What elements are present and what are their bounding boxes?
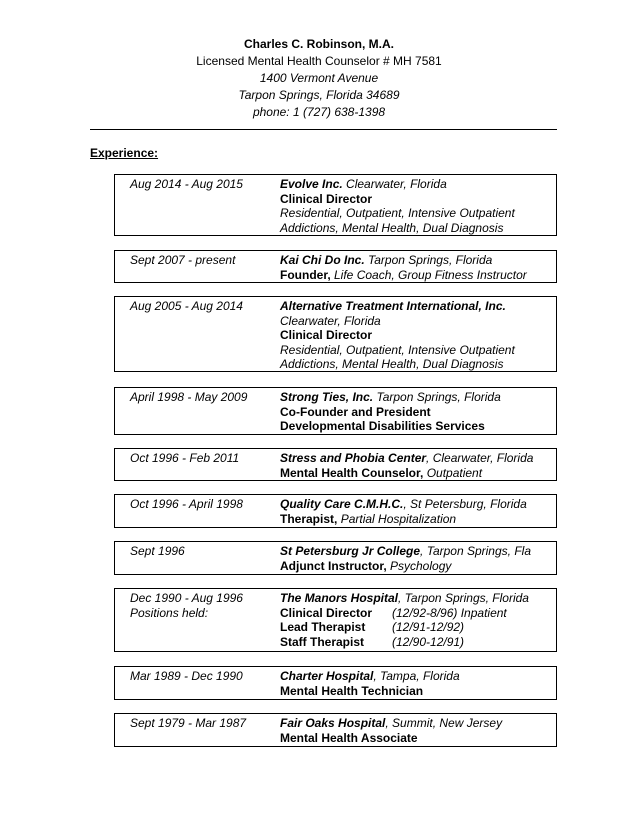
phone-number: phone: 1 (727) 638-1398	[252, 105, 386, 119]
entry-date: Aug 2014 - Aug 2015	[130, 177, 243, 191]
experience-entry	[114, 494, 557, 528]
experience-entry	[114, 296, 557, 372]
entry-location: , Tarpon Springs, Fla	[420, 544, 531, 558]
experience-entry	[114, 250, 557, 283]
experience-entry	[114, 174, 557, 236]
entry-location: Tarpon Springs, Florida	[364, 253, 493, 267]
entry-location: , Summit, New Jersey	[385, 716, 503, 730]
section-title-experience: Experience:	[90, 146, 159, 160]
entry-description: Residential, Outpatient, Intensive Outpatient	[280, 206, 515, 220]
entry-date: Sept 2007 - present	[130, 253, 236, 267]
entry-location: Clearwater, Florida	[280, 313, 381, 328]
entry-details	[280, 591, 529, 649]
experience-entry	[114, 713, 557, 747]
entry-date: Sept 1996	[130, 544, 185, 558]
entry-title-detail: Psychology	[386, 558, 452, 573]
entry-date: Sept 1979 - Mar 1987	[130, 716, 247, 730]
position-row	[280, 606, 529, 621]
license-line: Licensed Mental Health Counselor # MH 7581	[196, 54, 442, 68]
entry-date: Mar 1989 - Dec 1990	[130, 669, 243, 683]
entry-description: Addictions, Mental Health, Dual Diagnosis	[280, 220, 504, 235]
entry-location: , Clearwater, Florida	[426, 451, 534, 465]
position-dates: (12/91-12/92)	[392, 620, 465, 634]
entry-organization: Strong Ties, Inc.	[280, 390, 374, 404]
entry-location: Tarpon Springs, Florida	[373, 390, 501, 404]
entry-title: Therapist,	[280, 511, 338, 526]
entry-date: April 1998 - May 2009	[130, 390, 248, 404]
position-dates: (12/92-8/96) Inpatient	[392, 605, 507, 620]
applicant-name: Charles C. Robinson, M.A.	[243, 37, 394, 51]
city-state-zip: Tarpon Springs, Florida 34689	[238, 88, 400, 102]
entry-details	[280, 299, 515, 372]
entry-title: Mental Health Counselor,	[280, 465, 424, 480]
street-address: 1400 Vermont Avenue	[259, 71, 379, 85]
entry-title-detail: Partial Hospitalization	[337, 511, 457, 526]
entry-title: Adjunct Instructor,	[280, 558, 387, 573]
entry-organization: Charter Hospital	[280, 669, 374, 683]
experience-entry	[114, 666, 557, 700]
entry-title: Developmental Disabilities Services	[280, 419, 485, 433]
entry-date-block	[130, 591, 243, 620]
entry-date: Aug 2005 - Aug 2014	[130, 299, 243, 313]
entry-details	[280, 544, 531, 573]
entry-details	[280, 177, 515, 235]
experience-entry	[114, 387, 557, 435]
position-title: Lead Therapist	[280, 620, 366, 634]
experience-entry	[114, 541, 557, 575]
entry-location: Clearwater, Florida	[342, 177, 447, 191]
experience-entry	[114, 588, 557, 652]
entry-organization: Evolve Inc.	[280, 177, 343, 191]
position-row	[280, 635, 529, 650]
entry-details	[280, 497, 527, 526]
entry-organization: Fair Oaks Hospital	[280, 716, 386, 730]
resume-header	[0, 36, 638, 121]
entry-organization: Quality Care C.M.H.C.	[280, 497, 404, 511]
position-title: Clinical Director	[280, 605, 373, 620]
experience-entry	[114, 448, 557, 481]
entry-organization: The Manors Hospital	[280, 591, 399, 605]
entry-details	[280, 669, 460, 698]
entry-organization: Kai Chi Do Inc.	[280, 253, 365, 267]
entry-title: Clinical Director	[280, 328, 373, 342]
entry-title-detail: Outpatient	[423, 465, 483, 480]
entry-description: Addictions, Mental Health, Dual Diagnosis	[280, 357, 504, 371]
entry-details	[280, 451, 533, 480]
entry-organization: Alternative Treatment International, Inc.	[280, 299, 506, 313]
entry-date: Oct 1996 - Feb 2011	[130, 451, 240, 465]
entry-organization: St Petersburg Jr College	[280, 544, 421, 558]
header-divider	[90, 129, 557, 130]
entry-date: Oct 1996 - April 1998	[130, 497, 243, 511]
entry-title-detail: Life Coach, Group Fitness Instructor	[330, 267, 527, 282]
entry-location: , St Petersburg, Florida	[403, 497, 527, 511]
position-dates: (12/90-12/91)	[392, 634, 465, 649]
entry-description: Residential, Outpatient, Intensive Outpatient	[280, 342, 515, 357]
entry-location: , Tarpon Springs, Florida	[398, 591, 529, 605]
entry-title: Clinical Director	[280, 191, 373, 206]
entry-positions-label: Positions held:	[130, 605, 209, 620]
entry-organization: Stress and Phobia Center	[280, 451, 427, 465]
entry-location: , Tampa, Florida	[373, 669, 460, 683]
position-row	[280, 620, 529, 635]
entry-date: Dec 1990 - Aug 1996	[130, 591, 243, 605]
entry-title: Mental Health Associate	[280, 730, 418, 745]
entry-details	[280, 253, 527, 282]
entry-details	[280, 716, 502, 745]
entry-title: Mental Health Technician	[280, 683, 424, 698]
entry-title: Founder,	[280, 267, 331, 282]
position-title: Staff Therapist	[280, 634, 365, 649]
entry-title: Co-Founder and President	[280, 404, 431, 419]
entry-details	[280, 390, 501, 434]
